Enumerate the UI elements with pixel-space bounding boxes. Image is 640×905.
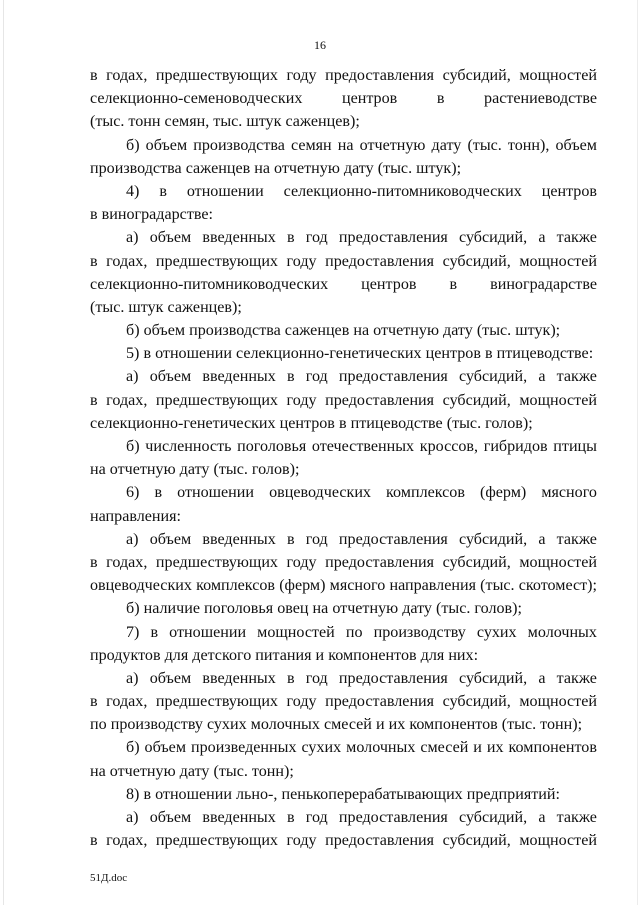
word: тонн);	[251, 762, 294, 780]
word: субсидий,	[442, 693, 511, 711]
text-line	[90, 87, 597, 110]
word: году	[286, 693, 317, 711]
text-line	[90, 296, 597, 319]
text-line	[90, 458, 597, 481]
word: мощностей	[257, 623, 335, 641]
word: центров	[361, 275, 417, 293]
word: производству	[110, 716, 203, 734]
word: в	[90, 693, 98, 711]
word: тонн	[128, 113, 161, 131]
word: а	[538, 669, 546, 687]
word: введенных	[202, 368, 276, 386]
word: (тыс.	[476, 322, 512, 340]
word: компонентов	[409, 716, 498, 734]
word: дату	[343, 159, 374, 177]
word: также	[556, 229, 597, 247]
text-line	[90, 342, 597, 365]
word: семян	[290, 136, 332, 154]
text-line	[90, 481, 597, 504]
word: предоставления	[338, 809, 448, 826]
word: году	[286, 391, 317, 409]
word: селекционно-питомниководческих	[283, 182, 522, 200]
word: растениеводстве	[484, 90, 597, 108]
word: дату	[443, 322, 473, 340]
word: предоставления	[325, 252, 435, 270]
word: птицеводстве:	[496, 345, 594, 363]
text-line	[90, 829, 597, 852]
word: (тыс.	[501, 716, 537, 734]
word: поголовья	[204, 600, 274, 618]
text-line	[90, 505, 597, 528]
text-line	[90, 64, 597, 87]
word: центров	[541, 182, 597, 200]
word: субсидий,	[459, 229, 528, 247]
word: (тыс.	[436, 600, 471, 618]
word: субсидий,	[459, 530, 528, 548]
word: мощностей	[519, 391, 597, 409]
word: в	[449, 275, 458, 293]
word: птицеводстве	[350, 414, 443, 432]
word: б)	[126, 322, 140, 340]
word: годах,	[106, 391, 148, 409]
word: б)	[126, 600, 140, 618]
word: тонн);	[540, 716, 583, 734]
word: дату	[431, 136, 462, 154]
word: направления	[389, 577, 476, 595]
word: и	[473, 739, 482, 757]
word: в	[484, 345, 493, 363]
word: отчетную	[274, 159, 340, 177]
text-line	[90, 157, 597, 180]
word: в	[154, 484, 163, 502]
word: в	[286, 229, 295, 247]
word: штук	[128, 298, 164, 316]
word: году	[286, 67, 317, 84]
word: субсидий,	[459, 809, 528, 826]
word: в	[286, 809, 295, 826]
document-body	[90, 64, 597, 852]
word: предоставления	[338, 530, 448, 548]
text-line	[90, 667, 597, 690]
scan-edge-right	[637, 0, 638, 905]
word: отечественных	[311, 438, 415, 455]
text-line	[90, 760, 597, 783]
word: кроссов,	[419, 438, 479, 455]
word: субсидий,	[442, 391, 511, 409]
word: на	[254, 159, 270, 177]
word: виноградарстве:	[101, 206, 213, 224]
word: субсидий,	[442, 67, 511, 84]
word: на	[312, 600, 329, 618]
word: б)	[126, 438, 140, 455]
text-line	[90, 273, 597, 296]
word: отчетную	[109, 762, 176, 780]
word: субсидий,	[442, 832, 511, 850]
word: штук);	[416, 159, 462, 177]
word: для	[164, 646, 189, 664]
word: предшествующих	[155, 553, 278, 571]
word: в	[436, 90, 445, 108]
word: предоставления	[325, 832, 435, 850]
word: предоставления	[338, 368, 448, 386]
text-line	[90, 574, 597, 597]
word: центров	[279, 414, 335, 432]
word: пенькоперерабатывающих	[281, 785, 463, 803]
word: годах,	[106, 832, 148, 850]
word: смесей	[420, 739, 469, 757]
text-line	[90, 621, 597, 644]
word: предоставления	[325, 391, 435, 409]
word: предшествующих	[155, 693, 278, 711]
word: продуктов	[90, 646, 161, 664]
word: поголовья	[237, 438, 307, 455]
word: дату	[179, 461, 210, 479]
word: 6)	[126, 484, 140, 502]
word: сухих	[206, 716, 247, 734]
word: компонентов	[328, 646, 417, 664]
word: отчетную	[109, 461, 176, 479]
word: в	[286, 530, 295, 548]
word: предоставления	[325, 553, 435, 571]
word: численность	[145, 438, 232, 455]
word: овцеводческих	[269, 484, 371, 502]
word: объем	[149, 809, 192, 826]
word: скотомест);	[518, 577, 597, 595]
word: объем	[555, 136, 597, 154]
word: субсидий,	[459, 669, 528, 687]
word: дату	[179, 762, 210, 780]
word: производству	[373, 623, 466, 641]
word: саженцев	[185, 159, 251, 177]
word: в	[159, 182, 167, 200]
word: отношении	[155, 785, 232, 803]
word: году	[286, 832, 317, 850]
word: а)	[126, 368, 139, 386]
word: а)	[126, 809, 139, 826]
word: б)	[126, 136, 140, 154]
word: на	[353, 322, 370, 340]
text-line	[90, 250, 597, 273]
word: предшествующих	[155, 252, 278, 270]
word: в	[90, 67, 98, 84]
word: субсидий,	[442, 553, 511, 571]
word: а	[538, 229, 546, 247]
word: а)	[126, 530, 139, 548]
word: предшествующих	[155, 832, 278, 850]
word: предоставления	[338, 229, 448, 247]
word: в	[286, 669, 295, 687]
word: голов);	[485, 414, 533, 432]
word: а	[538, 368, 546, 386]
word: штук);	[515, 322, 561, 340]
word: 7)	[126, 623, 140, 641]
word: годах,	[106, 252, 148, 270]
word: дату	[402, 600, 432, 618]
word: годах,	[106, 693, 148, 711]
word: объем	[143, 322, 186, 340]
word: их	[486, 739, 504, 757]
word: молочных	[250, 716, 320, 734]
word: введенных	[202, 669, 276, 687]
word: (тыс.	[446, 414, 482, 432]
word: саженцев);	[167, 298, 242, 316]
word: производства	[189, 322, 281, 340]
word: также	[556, 669, 597, 687]
word: (тыс.	[480, 577, 515, 595]
word: тонн),	[507, 136, 550, 154]
word: отношении	[177, 484, 255, 502]
word: год	[305, 809, 328, 826]
word: субсидий,	[442, 252, 511, 270]
word: год	[305, 530, 328, 548]
word: селекционно-генетических	[236, 345, 422, 363]
word: (ферм)	[279, 577, 326, 595]
word: производства	[193, 136, 285, 154]
text-line	[90, 806, 597, 829]
word: овцеводческих	[90, 577, 192, 595]
word: предприятий:	[466, 785, 560, 803]
word: мясного	[541, 484, 597, 502]
word: предоставления	[338, 669, 448, 687]
word: 8)	[126, 785, 140, 803]
text-line	[90, 597, 597, 620]
word: на	[90, 762, 106, 780]
word: объем	[144, 739, 187, 757]
word: (тыс.	[213, 461, 248, 479]
text-line	[90, 180, 597, 203]
word: производства	[90, 159, 182, 177]
word: детского	[192, 646, 252, 664]
word: год	[305, 669, 328, 687]
word: а	[538, 809, 546, 826]
word: объем	[149, 229, 192, 247]
word: льно-,	[236, 785, 278, 803]
word: по	[345, 623, 363, 641]
word: предшествующих	[155, 391, 278, 409]
word: год	[305, 229, 328, 247]
word: 4)	[126, 182, 140, 200]
word: (тыс.	[213, 762, 248, 780]
word: саженцев	[284, 322, 350, 340]
word: году	[286, 252, 317, 270]
word: в	[143, 785, 152, 803]
word: отчетную	[373, 322, 439, 340]
word: отношении	[155, 345, 232, 363]
word: комплексов	[196, 577, 276, 595]
word: введенных	[202, 809, 276, 826]
text-line	[90, 435, 597, 458]
word: также	[556, 809, 597, 826]
word: объем	[149, 530, 192, 548]
word: в	[90, 391, 98, 409]
text-line	[90, 412, 597, 435]
word: мощностей	[519, 832, 597, 850]
word: центров	[341, 90, 398, 108]
word: б)	[126, 739, 140, 757]
word: для	[420, 646, 445, 664]
word: (тыс.	[377, 159, 413, 177]
word: сухих	[476, 623, 517, 641]
word: в	[286, 368, 295, 386]
word: (тыс.	[90, 298, 125, 316]
word: также	[556, 530, 597, 548]
word: молочных	[346, 739, 416, 757]
word: питания	[255, 646, 312, 664]
word: семян,	[164, 113, 210, 131]
word: на	[337, 136, 354, 154]
file-name-footer: 51Д.doc	[90, 872, 128, 884]
word: и	[375, 716, 385, 734]
scan-edge-left	[3, 0, 4, 905]
text-line	[90, 713, 597, 736]
word: их	[388, 716, 406, 734]
word: отношении	[169, 623, 247, 641]
word: штук	[246, 113, 282, 131]
text-line	[90, 528, 597, 551]
word: смесей	[323, 716, 372, 734]
word: субсидий,	[459, 368, 528, 386]
word: году	[286, 553, 317, 571]
word: мощностей	[519, 693, 597, 711]
text-line	[90, 365, 597, 388]
word: по	[90, 716, 107, 734]
word: наличие	[143, 600, 200, 618]
word: сухих	[301, 739, 342, 757]
word: мощностей	[519, 252, 597, 270]
word: селекционно-питомниководческих	[90, 275, 329, 293]
word: тыс.	[213, 113, 243, 131]
word: виноградарстве	[490, 275, 597, 293]
word: годах,	[106, 553, 148, 571]
word: 5)	[126, 345, 140, 363]
word: на	[90, 461, 106, 479]
word: мощностей	[519, 67, 597, 84]
text-line	[90, 551, 597, 574]
word: овец	[277, 600, 309, 618]
text-line	[90, 110, 597, 133]
text-line	[90, 389, 597, 412]
word: введенных	[202, 229, 276, 247]
word: (тыс.	[90, 113, 125, 131]
word: в	[338, 414, 347, 432]
word: в	[90, 206, 98, 224]
word: отчетную	[332, 600, 399, 618]
text-line	[90, 736, 597, 759]
word: а)	[126, 669, 139, 687]
word: мощностей	[519, 553, 597, 571]
word: компонентов	[508, 739, 597, 757]
word: голов);	[251, 461, 300, 479]
page-number: 16	[314, 38, 326, 52]
word: объем	[149, 368, 192, 386]
text-line	[90, 319, 597, 342]
word: в	[143, 345, 152, 363]
word: (тыс.	[467, 136, 502, 154]
word: саженцев);	[285, 113, 360, 131]
word: предоставления	[325, 693, 435, 711]
word: произведенных	[190, 739, 297, 757]
word: в	[90, 553, 98, 571]
word: год	[305, 368, 328, 386]
word: направления:	[90, 507, 182, 525]
word: в	[90, 832, 98, 850]
word: птицы	[553, 438, 597, 455]
text-line	[90, 203, 597, 226]
word: селекционно-генетических	[90, 414, 276, 432]
word: голов);	[474, 600, 522, 618]
word: а)	[126, 229, 139, 247]
word: объем	[149, 669, 192, 687]
word: и	[315, 646, 325, 664]
text-line	[90, 134, 597, 157]
word: предшествующих	[155, 67, 278, 84]
word: отношении	[186, 182, 264, 200]
word: также	[556, 368, 597, 386]
word: (ферм)	[480, 484, 527, 502]
word: мясного	[329, 577, 386, 595]
word: предоставления	[325, 67, 435, 84]
text-line	[90, 226, 597, 249]
word: годах,	[106, 67, 148, 84]
word: них:	[448, 646, 479, 664]
word: отчетную	[359, 136, 426, 154]
word: молочных	[527, 623, 597, 641]
word: в	[150, 623, 159, 641]
word: введенных	[202, 530, 276, 548]
text-line	[90, 690, 597, 713]
word: гибридов	[483, 438, 548, 455]
word: комплексов	[386, 484, 465, 502]
text-line	[90, 644, 597, 667]
word: а	[538, 530, 546, 548]
word: центров	[425, 345, 481, 363]
text-line	[90, 783, 597, 806]
word: в	[90, 252, 98, 270]
word: объем	[145, 136, 188, 154]
word: селекционно-семеноводческих	[90, 90, 303, 108]
